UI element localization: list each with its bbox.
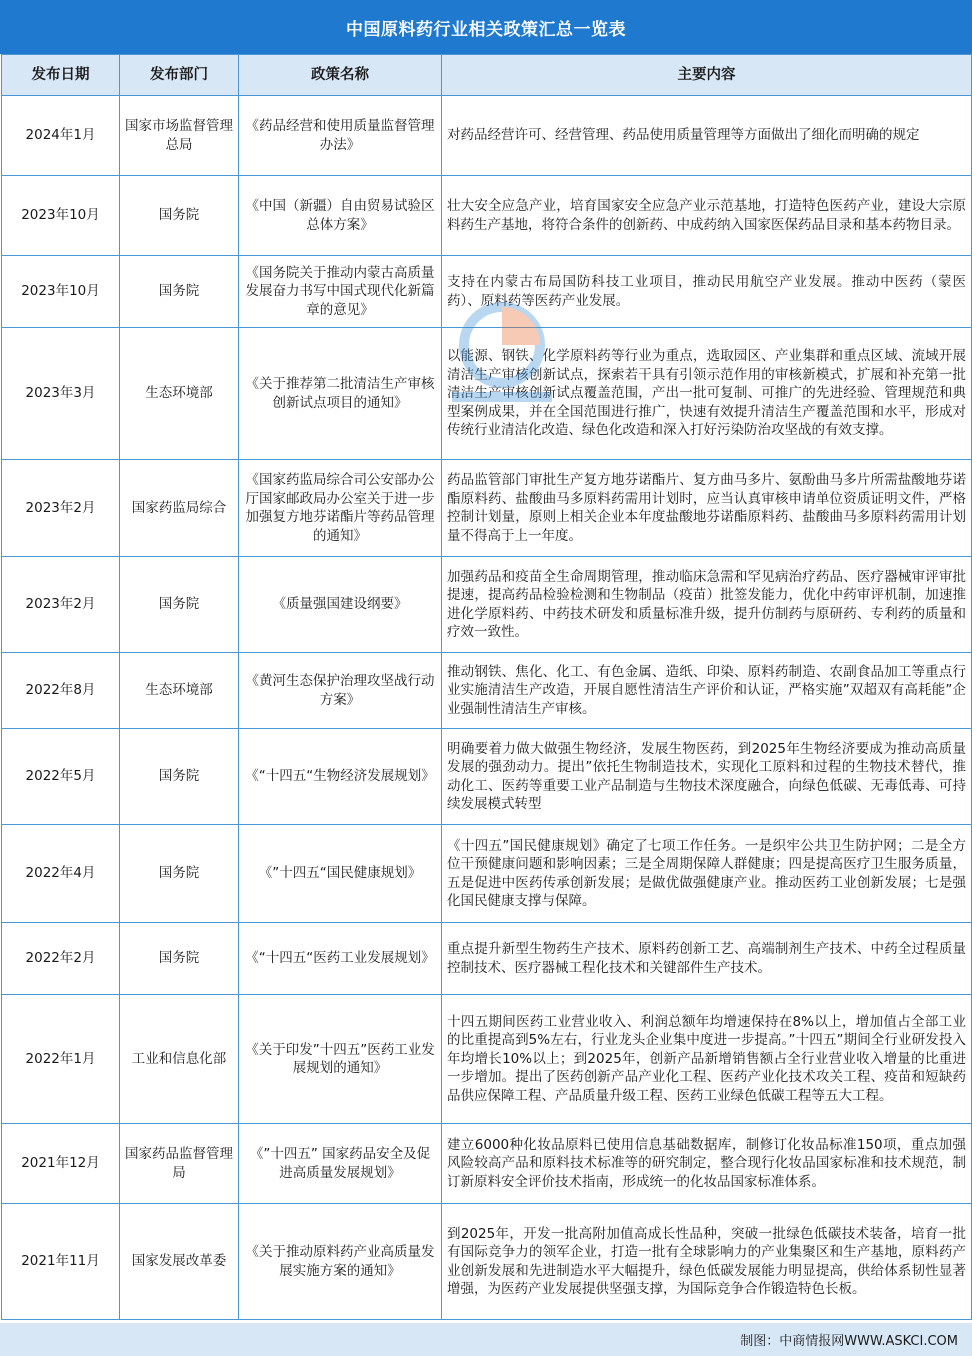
cell-policy-name: 《关于印发”十四五”医药工业发展规划的通知》	[239, 995, 442, 1124]
table-row	[2, 328, 972, 460]
table-row	[2, 96, 972, 176]
cell-policy-name: 《黄河生态保护治理攻坚战行动方案》	[239, 653, 442, 729]
page-title: 中国原料药行业相关政策汇总一览表	[0, 0, 972, 54]
column-header-policy-name: 政策名称	[239, 55, 442, 96]
policy-table	[1, 54, 972, 1320]
cell-main-content: 《十四五”国民健康规划》确定了七项工作任务。一是织牢公共卫生防护网；二是全方位干预健康问题和影响因素；三是全周期保障人群健康；四是提高医疗卫生服务质量，五是促进中医药传承创新发展；是做优做强健康产业。推动医药工业创新发展；七是强化国民健康支撑与保障。	[442, 825, 972, 923]
table-header-row	[2, 55, 972, 96]
cell-date: 2024年1月	[2, 96, 120, 176]
cell-main-content: 壮大安全应急产业，培育国家安全应急产业示范基地，打造特色医药产业，建设大宗原料药生产基地，将符合条件的创新药、中成药纳入国家医保药品目录和基本药物目录。	[442, 176, 972, 256]
cell-date: 2023年2月	[2, 557, 120, 653]
cell-main-content: 以能源、钢铁、化学原料药等行业为重点，选取园区、产业集群和重点区域、流域开展清洁生产审核创新试点，探索若干具有引领示范作用的审核新模式，扩展和补充第一批清洁生产审核创新试点覆盖范围，产出一批可复制、可推广的先进经验、管理规范和典型案例成果，并在全国范围进行推广，快速有效提升清洁生产覆盖范围和水平，形成对传统行业清洁化改造、绿色化改造和深入打好污染防治攻坚战的有效支撑。	[442, 328, 972, 460]
cell-department: 国务院	[120, 923, 239, 995]
cell-main-content: 明确要着力做大做强生物经济，发展生物医药，到2025年生物经济要成为推动高质量发展的强劲动力。提出”依托生物制造技术，实现化工原料和过程的生物技术替代，推动化工、医药等重要工业产品制造与生物技术深度融合，向绿色低碳、无毒低毒、可持续发展模式转型	[442, 729, 972, 825]
table-row	[2, 653, 972, 729]
cell-date: 2022年4月	[2, 825, 120, 923]
cell-main-content: 到2025年，开发一批高附加值高成长性品种，突破一批绿色低碳技术装备，培育一批有国际竞争力的领军企业，打造一批有全球影响力的产业集聚区和生产基地，原料药产业创新发展和先进制造水平大幅提升，绿色低碳发展能力明显提高，供给体系韧性显著增强，为医药产业发展提供坚强支撑，为国际竞争合作锻造特色长板。	[442, 1204, 972, 1320]
cell-policy-name: 《关于推荐第二批清洁生产审核创新试点项目的通知》	[239, 328, 442, 460]
table-row	[2, 995, 972, 1124]
cell-policy-name: 《”十四五“国民健康规划》	[239, 825, 442, 923]
cell-policy-name: 《中国（新疆）自由贸易试验区总体方案》	[239, 176, 442, 256]
cell-date: 2022年1月	[2, 995, 120, 1124]
footer-credit	[0, 1323, 972, 1356]
table-body	[2, 96, 972, 1320]
cell-main-content: 支持在内蒙古布局国防科技工业项目，推动民用航空产业发展。推动中医药（蒙医药）、原料药等医药产业发展。	[442, 256, 972, 328]
cell-department: 国务院	[120, 176, 239, 256]
cell-department: 国务院	[120, 256, 239, 328]
cell-date: 2022年2月	[2, 923, 120, 995]
cell-department: 国务院	[120, 729, 239, 825]
cell-department: 生态环境部	[120, 653, 239, 729]
table-row	[2, 825, 972, 923]
cell-main-content: 推动钢铁、焦化、化工、有色金属、造纸、印染、原料药制造、农副食品加工等重点行业实施清洁生产改造，开展自愿性清洁生产评价和认证，严格实施”双超双有高耗能”企业强制性清洁生产审核。	[442, 653, 972, 729]
cell-policy-name: 《“十四五“医药工业发展规划》	[239, 923, 442, 995]
cell-department: 国务院	[120, 557, 239, 653]
table-row	[2, 923, 972, 995]
table-row	[2, 460, 972, 557]
column-header-main-content: 主要内容	[442, 55, 972, 96]
cell-date: 2023年3月	[2, 328, 120, 460]
cell-department: 国家药品监督管理局	[120, 1124, 239, 1204]
cell-department: 国务院	[120, 825, 239, 923]
cell-policy-name: 《国务院关于推动内蒙古高质量发展奋力书写中国式现代化新篇章的意见》	[239, 256, 442, 328]
cell-policy-name: 《关于推动原料药产业高质量发展实施方案的通知》	[239, 1204, 442, 1320]
column-header-date: 发布日期	[2, 55, 120, 96]
column-header-department: 发布部门	[120, 55, 239, 96]
cell-date: 2022年5月	[2, 729, 120, 825]
cell-policy-name: 《质量强国建设纲要》	[239, 557, 442, 653]
cell-date: 2021年11月	[2, 1204, 120, 1320]
cell-date: 2023年2月	[2, 460, 120, 557]
cell-main-content: 重点提升新型生物药生产技术、原料药创新工艺、高端制剂生产技术、中药全过程质量控制技术、医疗器械工程化技术和关键部件生产技术。	[442, 923, 972, 995]
cell-main-content: 对药品经营许可、经营管理、药品使用质量管理等方面做出了细化而明确的规定	[442, 96, 972, 176]
cell-policy-name: 《国家药监局综合司公安部办公厅国家邮政局办公室关于进一步加强复方地芬诺酯片等药品管理的通知》	[239, 460, 442, 557]
cell-date: 2021年12月	[2, 1124, 120, 1204]
cell-department: 国家市场监督管理总局	[120, 96, 239, 176]
cell-main-content: 建立6000种化妆品原料已使用信息基础数据库，制修订化妆品标准150项，重点加强风险较高产品和原料技术标准等的研究制定，整合现行化妆品国家标准和技术规范，制订新原料安全评价技术指南，形成统一的化妆品国家标准体系。	[442, 1124, 972, 1204]
cell-policy-name: 《药品经营和使用质量监督管理办法》	[239, 96, 442, 176]
cell-department: 生态环境部	[120, 328, 239, 460]
cell-policy-name: 《”十四五” 国家药品安全及促进高质量发展规划》	[239, 1124, 442, 1204]
cell-date: 2023年10月	[2, 176, 120, 256]
cell-department: 国家药监局综合	[120, 460, 239, 557]
cell-department: 国家发展改革委	[120, 1204, 239, 1320]
cell-main-content: 药品监管部门审批生产复方地芬诺酯片、复方曲马多片、氨酚曲马多片所需盐酸地芬诺酯原料药、盐酸曲马多原料药需用计划时，应当认真审核申请单位资质证明文件，严格控制计划量，原则上相关企业本年度盐酸地芬诺酯原料药、盐酸曲马多原料药需用计划量不得高于上一年度。	[442, 460, 972, 557]
table-row	[2, 1124, 972, 1204]
footer-credit-text: 制图：中商情报网WWW.ASKCI.COM	[740, 1334, 958, 1349]
cell-date: 2022年8月	[2, 653, 120, 729]
table-row	[2, 729, 972, 825]
table-row	[2, 176, 972, 256]
cell-policy-name: 《“十四五“生物经济发展规划》	[239, 729, 442, 825]
cell-main-content: 十四五期间医药工业营业收入、利润总额年均增速保持在8%以上，增加值占全部工业的比重提高到5%左右，行业龙头企业集中度进一步提高。”十四五”期间全行业研发投入年均增长10%以上；到2025年，创新产品新增销售额占全行业营业收入增量的比重进一步增加。提出了医药创新产品产业化工程、医药产业化技术攻关工程、疫苗和短缺药品供应保障工程、产品质量升级工程、医药工业绿色低碳工程等五大工程。	[442, 995, 972, 1124]
cell-main-content: 加强药品和疫苗全生命周期管理，推动临床急需和罕见病治疗药品、医疗器械审评审批提速，提高药品检验检测和生物制品（疫苗）批签发能力，优化中药审评机制，加速推进化学原料药、中药技术研发和质量标准升级，提升仿制药与原研药、专利药的质量和疗效一致性。	[442, 557, 972, 653]
table-row	[2, 256, 972, 328]
table-row	[2, 557, 972, 653]
cell-department: 工业和信息化部	[120, 995, 239, 1124]
cell-date: 2023年10月	[2, 256, 120, 328]
table-row	[2, 1204, 972, 1320]
